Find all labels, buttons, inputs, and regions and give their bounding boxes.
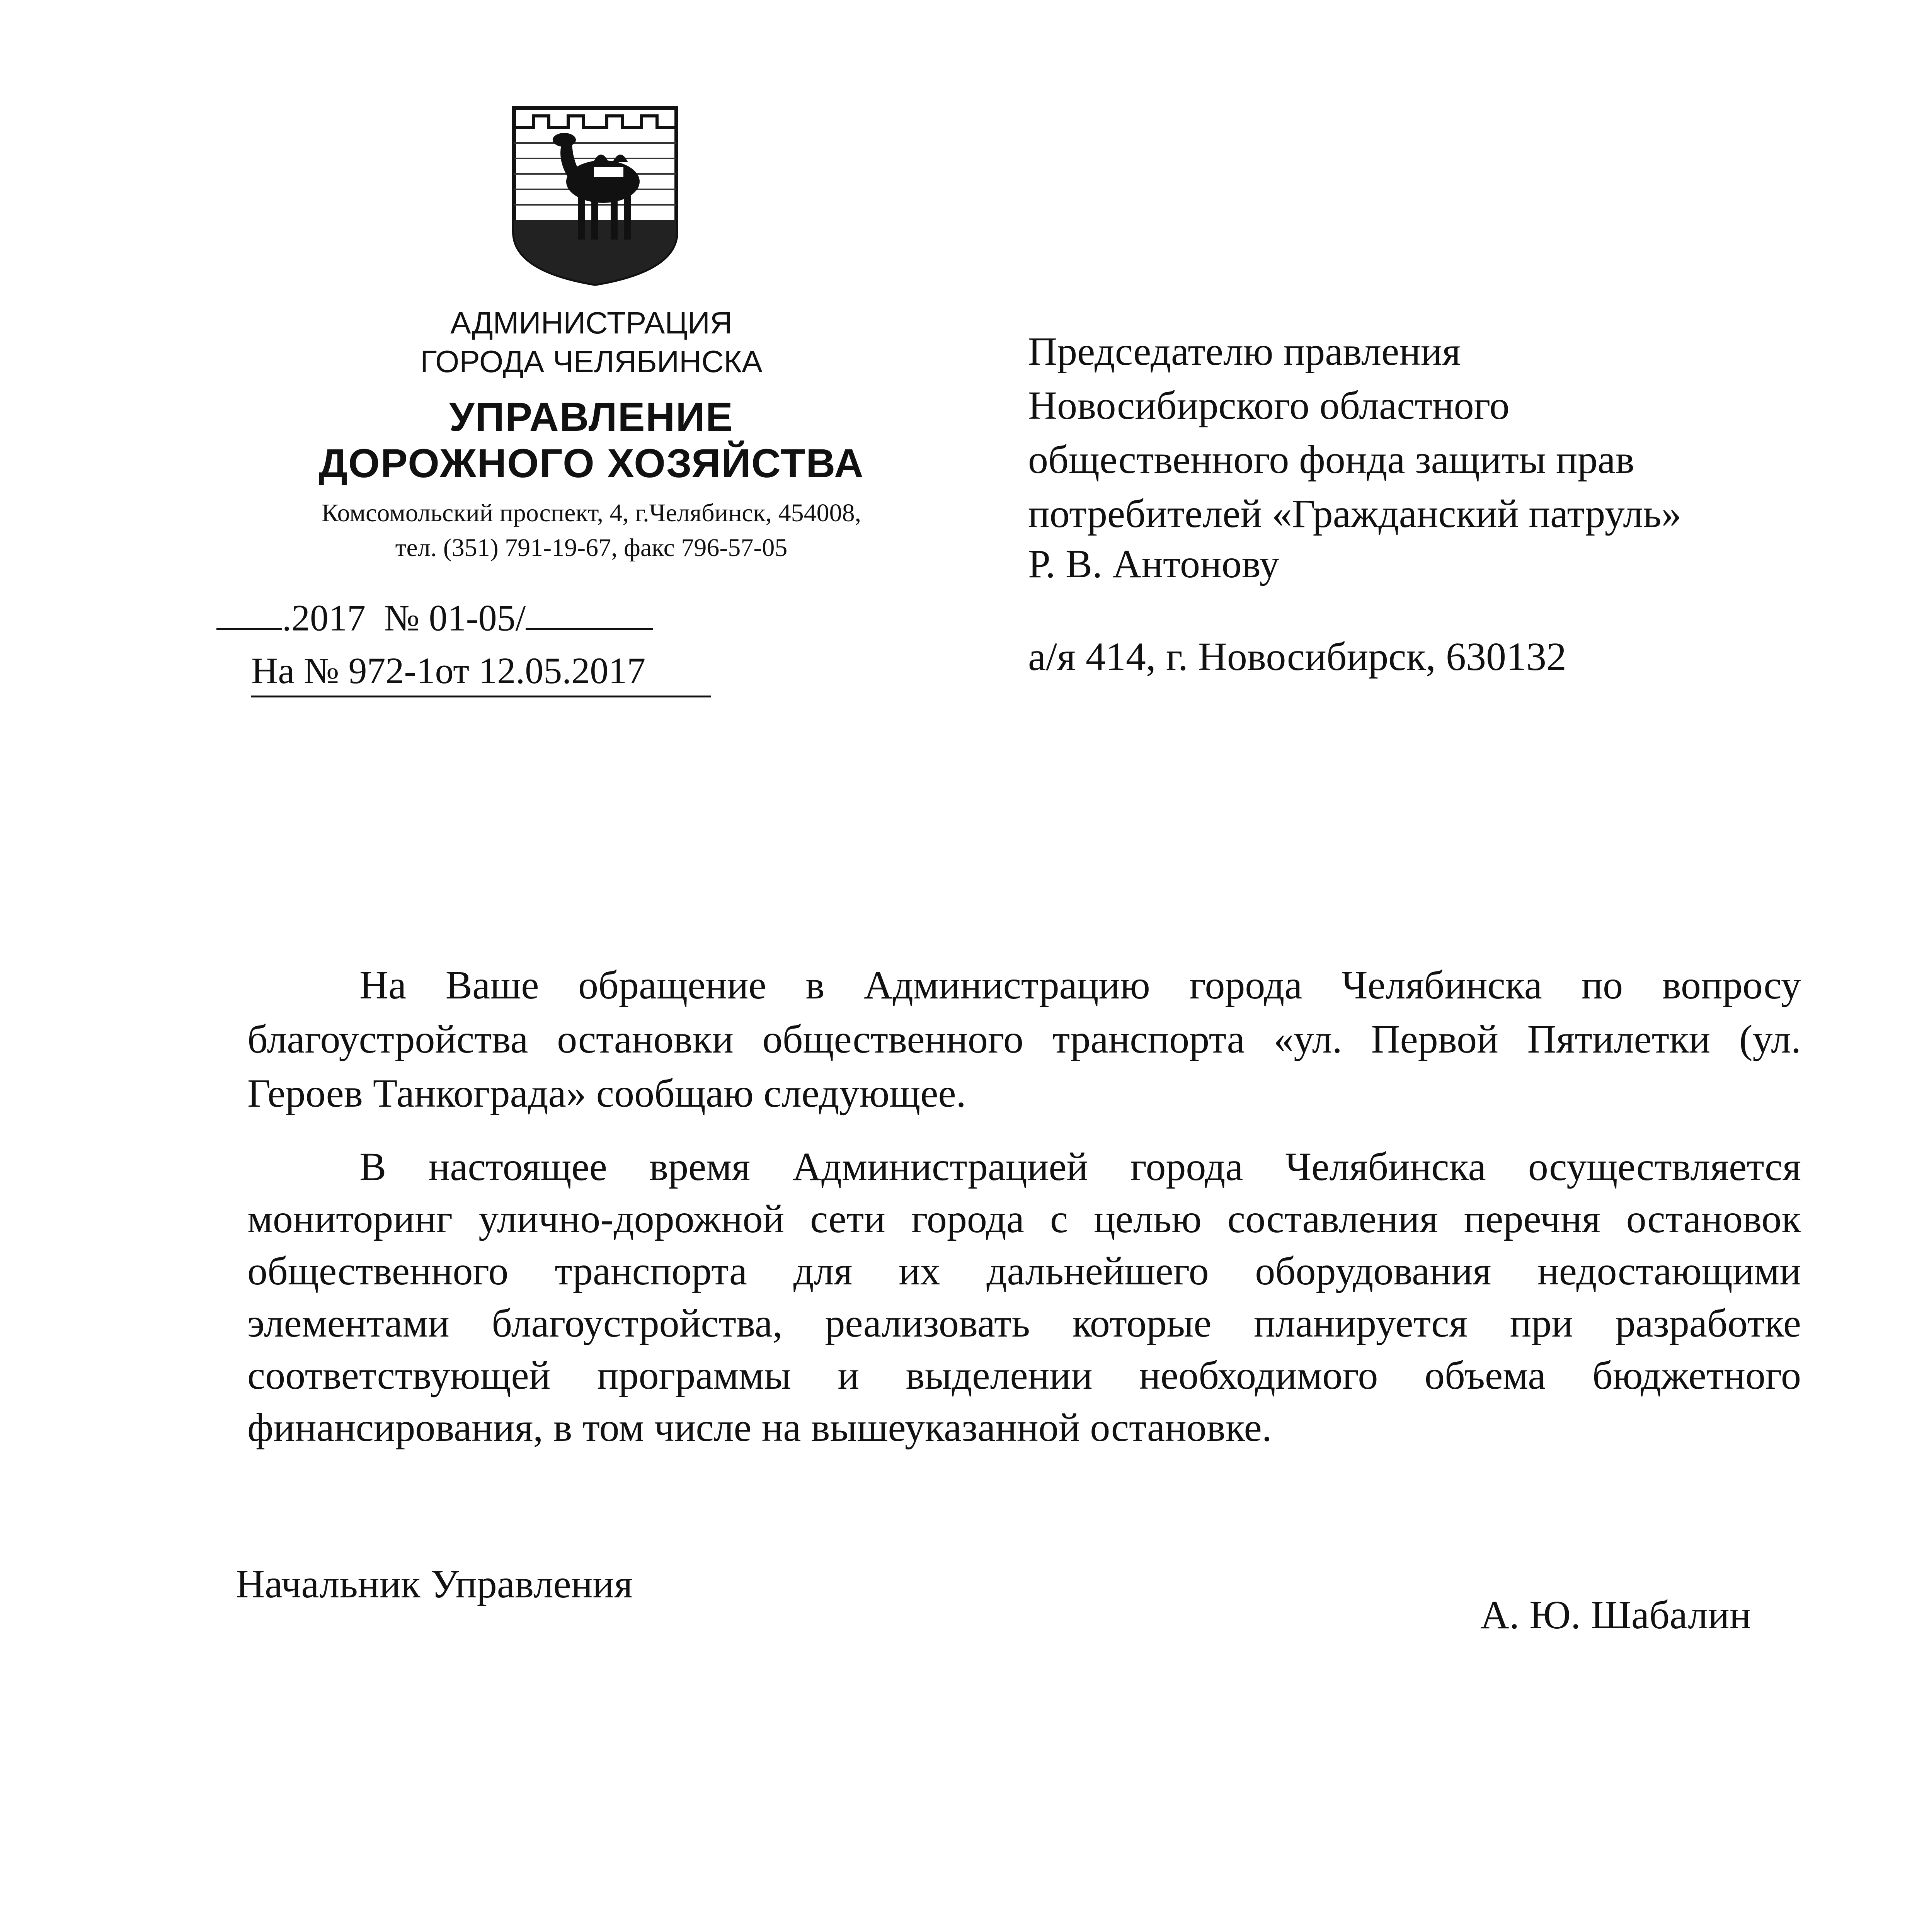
sender-admin-line1: АДМИНИСТРАЦИЯ <box>450 306 732 340</box>
outgoing-number-prefix: № 01-05/ <box>384 597 526 639</box>
body-line: В настоящее время Администрацией города Челябинска осуществляется <box>359 1145 1801 1189</box>
recipient-address: а/я 414, г. Новосибирск, 630132 <box>1028 634 1566 679</box>
sender-dept-line2: ДОРОЖНОГО ХОЗЯЙСТВА <box>318 441 864 486</box>
in-reply-reference: На № 972-1от 12.05.2017 <box>251 650 646 691</box>
outgoing-date-suffix: .2017 <box>282 597 366 639</box>
recipient-name: Р. В. Антонову <box>1028 542 1280 586</box>
recipient-line1: Председателю правления <box>1028 329 1461 374</box>
coat-of-arms-emblem <box>510 104 680 286</box>
body-line: соответствующей программы и выделении необходимого объема бюджетного <box>247 1353 1801 1398</box>
body-line: элементами благоустройства, реализовать которые планируется при разработке <box>247 1301 1801 1345</box>
body-line: благоустройства остановки общественного транспорта «ул. Первой Пятилетки (ул. <box>247 1017 1801 1061</box>
recipient-line2: Новосибирского областного <box>1028 383 1510 428</box>
date-blank <box>216 595 282 630</box>
sender-address-line1: Комсомольский проспект, 4, г.Челябинск, 454008, <box>321 499 861 527</box>
signatory-name: А. Ю. Шабалин <box>1480 1593 1751 1637</box>
number-blank <box>526 595 653 630</box>
body-line: На Ваше обращение в Администрацию города Челябинска по вопросу <box>359 963 1801 1007</box>
body-line: финансирования, в том числе на вышеуказанной остановке. <box>247 1405 1272 1450</box>
recipient-line3: общественного фонда защиты прав <box>1028 437 1634 482</box>
in-reply-underline <box>251 696 711 697</box>
body-line: мониторинг улично-дорожной сети города с целью составления перечня остановок <box>247 1197 1801 1241</box>
outgoing-number-line <box>216 595 653 639</box>
body-line: Героев Танкограда» сообщаю следующее. <box>247 1071 966 1116</box>
sender-dept-line1: УПРАВЛЕНИЕ <box>449 395 734 440</box>
sender-contacts-line: тел. (351) 791-19-67, факс 796-57-05 <box>395 534 788 562</box>
sender-admin-line2: ГОРОДА ЧЕЛЯБИНСКА <box>420 344 763 379</box>
body-line: общественного транспорта для их дальнейшего оборудования недостающими <box>247 1249 1801 1293</box>
signatory-title: Начальник Управления <box>236 1562 633 1606</box>
recipient-line4: потребителей «Гражданский патруль» <box>1028 492 1682 536</box>
